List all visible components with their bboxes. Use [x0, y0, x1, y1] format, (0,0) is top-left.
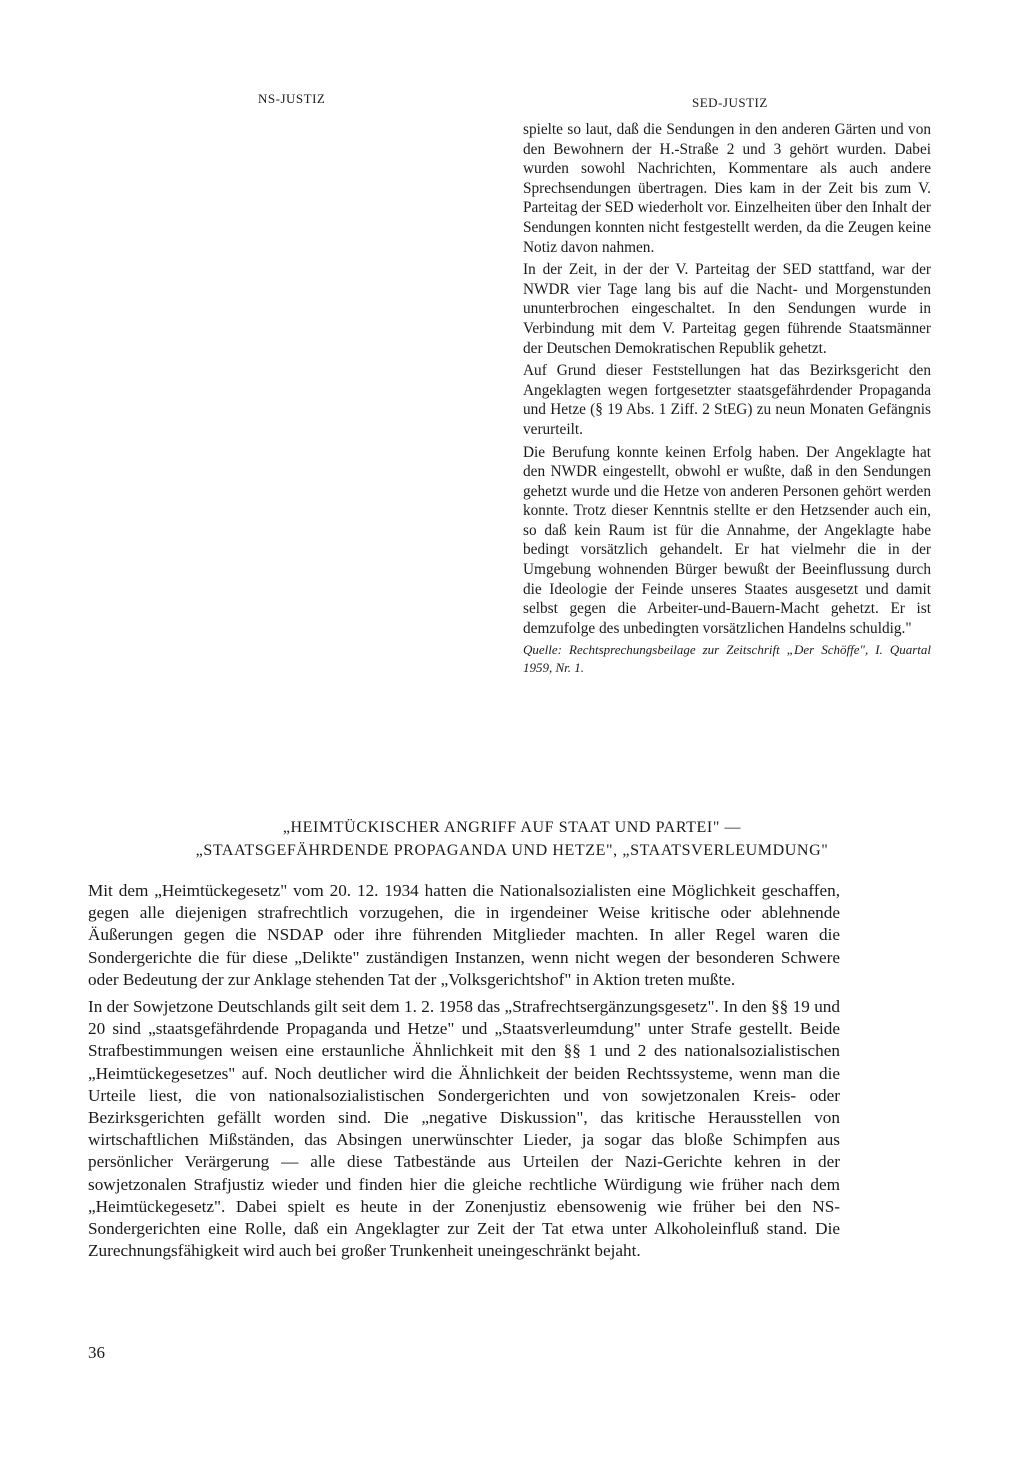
column-paragraph: spielte so laut, daß die Sendungen in den anderen Gärten und von den Bewohnern der H.-Straße 2 und 3 gehört wurden. Dabei wurden sowohl Nachrichten, Kommentare als auch andere Sprechsendungen übertragen. Dies kam in der Zeit bis zum V. Parteitag der SED wiederholt vor. Einzelheiten über den Inhalt der Sendungen konnten nicht festgestellt werden, da die Zeugen keine Notiz davon nahmen. [523, 121, 931, 256]
main-body-text [88, 880, 840, 1267]
section-title [90, 816, 934, 862]
page-number: 36 [88, 1343, 105, 1362]
column-paragraph: Auf Grund dieser Feststellungen hat das Bezirksgericht den Angeklagten wegen fortgesetzter staatsgefährdender Propaganda und Hetze (§ 19 Abs. 1 Ziff. 2 StEG) zu neun Monaten Gefängnis verurteilt. [523, 362, 931, 438]
section-title-line-2: „STAATSGEFÄHRDENDE PROPAGANDA UND HETZE", „STAATSVERLEUMDUNG" [195, 842, 829, 859]
sed-justiz-column [523, 120, 931, 680]
header-ns-justiz: NS-JUSTIZ [258, 91, 326, 106]
body-paragraph: Mit dem „Heimtückegesetz" vom 20. 12. 1934 hatten die Nationalsozialisten eine Möglichkeit geschaffen, gegen alle diejenigen strafrechtlich vorzugehen, die in irgendeiner Weise kritische oder ablehnende Äußerungen gegen die NSDAP oder ihre führenden Mitglieder machten. In aller Regel waren die Sondergerichte die für diese „Delikte" zuständigen Instanzen, wenn nicht wegen der besonderen Schwere oder Bedeutung der zur Anklage stehenden Tat der „Volksgerichtshof" in Aktion treten mußte. [88, 881, 840, 989]
section-title-line-1: „HEIMTÜCKISCHER ANGRIFF AUF STAAT UND PARTEI" — [282, 819, 742, 836]
header-sed-justiz: SED-JUSTIZ [692, 95, 768, 110]
body-paragraph: In der Sowjetzone Deutschlands gilt seit dem 1. 2. 1958 das „Strafrechtsergänzungsgesetz". In den §§ 19 und 20 sind „staatsgefährdende Propaganda und Hetze" und „Staatsverleumdung" unter Strafe gestellt. Beide Strafbestimmungen weisen eine erstaunliche Ähnlichkeit mit den §§ 1 und 2 des nationalsozialistischen „Heimtückegesetzes" auf. Noch deutlicher wird die Ähnlichkeit der beiden Rechtssysteme, wenn man die Urteile liest, die von nationalsozialistischen Sondergerichten und von sowjetzonalen Kreis- oder Bezirksgerichten gefällt worden sind. Die „negative Diskussion", das kritische Herausstellen von wirtschaftlichen Mißständen, das Absingen unerwünschter Lieder, ja sogar das bloße Schimpfen aus persönlicher Verärgerung — alle diese Tatbestände aus Urteilen der Nazi-Gerichte kehren in der sowjetzonalen Strafjustiz wieder und finden hier die gleiche rechtliche Würdigung wie früher nach dem „Heimtückegesetz". Dabei spielt es heute in der Zonenjustiz ebensowenig wie früher bei den NS-Sondergerichten eine Rolle, daß ein Angeklagter zur Zeit der Tat etwa unter Alkoholeinfluß stand. Die Zurechnungsfähigkeit wird auch bei großer Trunkenheit uneingeschränkt bejaht. [88, 997, 840, 1261]
column-paragraph: Die Berufung konnte keinen Erfolg haben. Der Angeklagte hat den NWDR eingestellt, obwohl er wußte, daß in den Sendungen gehetzt wurde und die Hetze von anderen Personen gehört werden konnte. Trotz dieser Kenntnis stellte er den Hetzsender auch ein, so daß kein Raum ist für die Annahme, der Angeklagte habe bedingt vorsätzlich gehandelt. Er hat vielmehr die in der Umgebung wohnenden Bürger bewußt der Beeinflussung durch die Ideologie der Feinde unseres Staates ausgesetzt und damit selbst gegen die Arbeiter-und-Bauern-Macht gehetzt. Er ist demzufolge des unbedingten vorsätzlichen Handelns schuldig." [523, 443, 931, 637]
source-citation: Quelle: Rechtsprechungsbeilage zur Zeitschrift „Der Schöffe", I. Quartal 1959, Nr. 1. [523, 642, 931, 676]
column-paragraph: In der Zeit, in der der V. Parteitag der SED stattfand, war der NWDR vier Tage lang bis auf die Nacht- und Morgenstunden ununterbrochen eingeschaltet. In den Sendungen wurde in Verbindung mit dem V. Parteitag gegen führende Staatsmänner der Deutschen Demokratischen Republik gehetzt. [523, 261, 931, 357]
